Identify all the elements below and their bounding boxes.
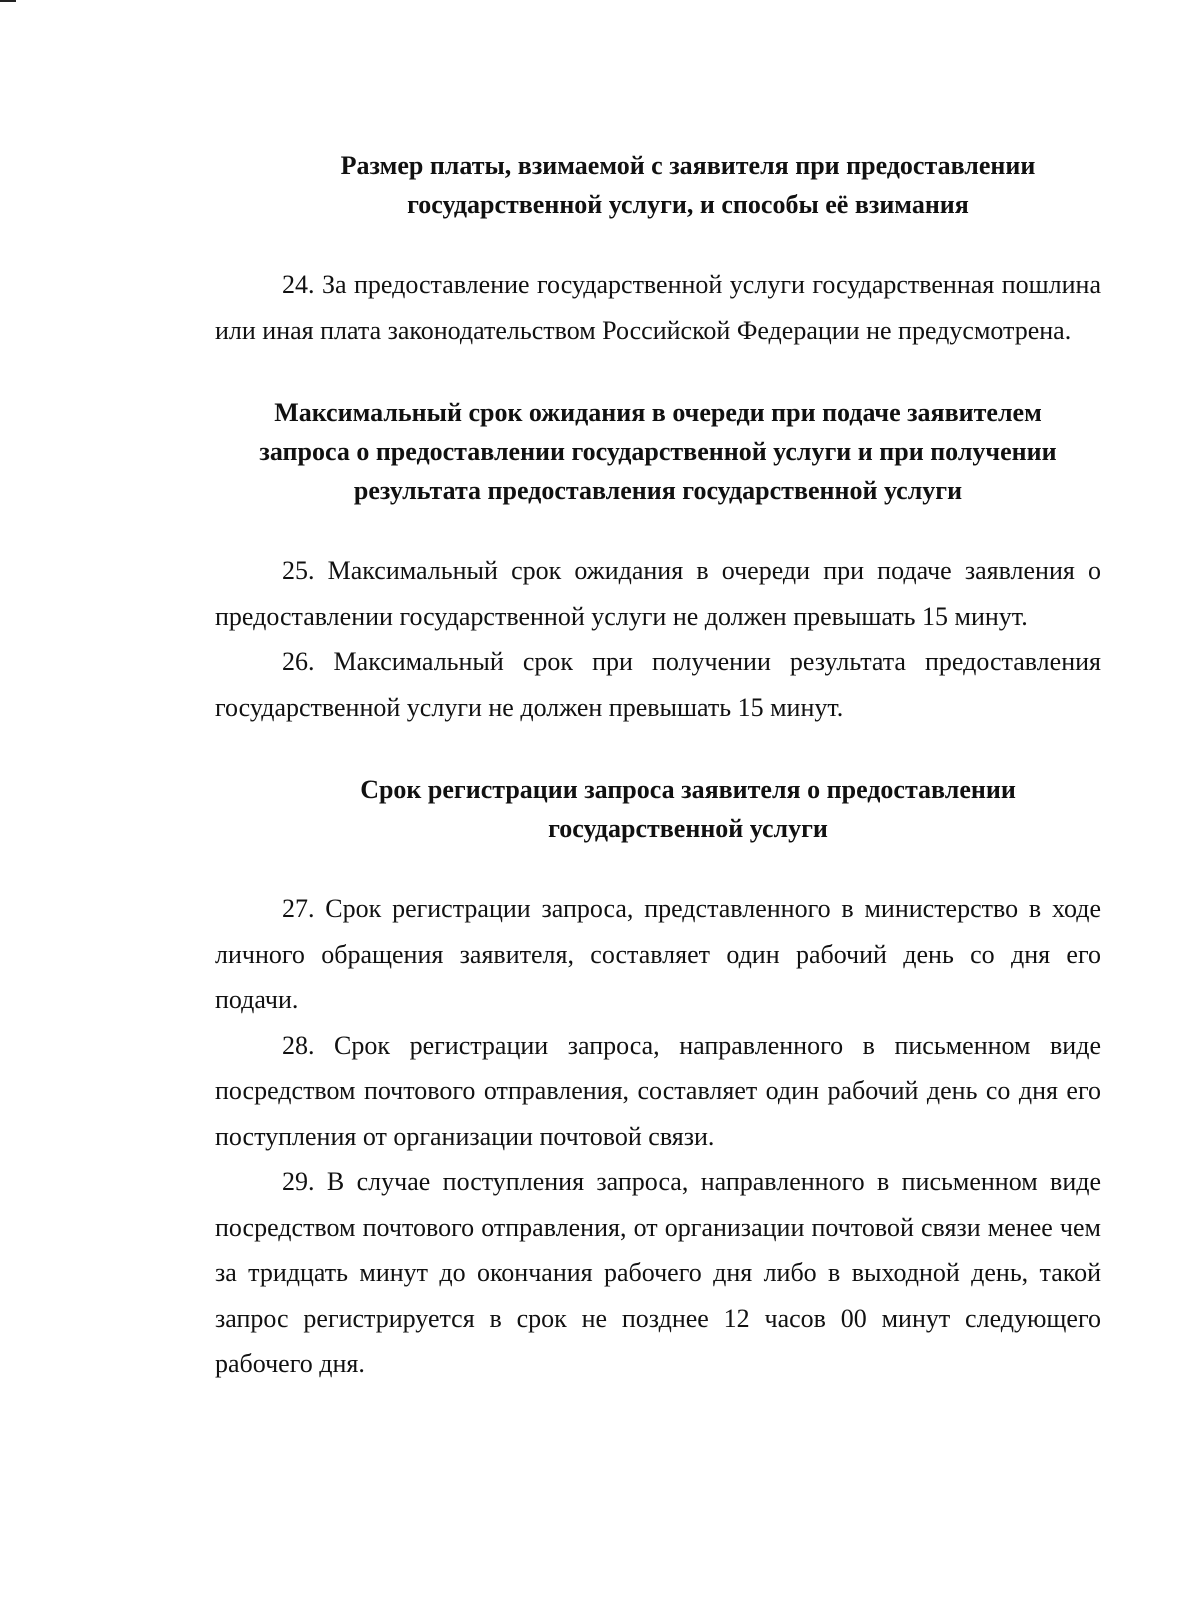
heading-line: результата предоставления государственной услуги	[353, 476, 963, 505]
heading-line: Максимальный срок ожидания в очереди при подаче заявителем	[274, 398, 1042, 427]
heading-line: государственной услуги	[548, 814, 828, 843]
section-heading	[215, 770, 1101, 848]
paragraph-27: 27. Срок регистрации запроса, представленного в министерство в ходе личного обращения заявителя, составляет один рабочий день со дня его подачи.	[215, 894, 1101, 1014]
heading-line: запроса о предоставлении государственной услуги и при получении	[259, 437, 1057, 466]
paragraph-25: 25. Максимальный срок ожидания в очереди при подаче заявления о предоставлении государственной услуги не должен превышать 15 минут.	[215, 556, 1101, 631]
heading-line: Срок регистрации запроса заявителя о предоставлении	[360, 775, 1016, 804]
section-heading	[215, 393, 1101, 510]
section-heading	[215, 146, 1101, 224]
heading-line: государственной услуги, и способы её взимания	[407, 190, 969, 219]
paragraph-28: 28. Срок регистрации запроса, направленного в письменном виде посредством почтового отправления, составляет один рабочий день со дня его поступления от организации почтовой связи.	[215, 1030, 1101, 1151]
paragraph-26: 26. Максимальный срок при получении результата предоставления государственной услуги не должен превышать 15 минут.	[215, 647, 1101, 722]
paragraph-24: 24. За предоставление государственной услуги государственная пошлина или иная плата законодательством Российской Федерации не предусмотрена.	[215, 270, 1101, 345]
heading-line: Размер платы, взимаемой с заявителя при предоставлении	[340, 151, 1036, 180]
section-fee	[215, 146, 1101, 353]
section-queue-time	[215, 393, 1101, 730]
section-registration-time	[215, 770, 1101, 1387]
scan-edge-mark	[0, 0, 16, 2]
paragraph-29: 29. В случае поступления запроса, направленного в письменном виде посредством почтового отправления, от организации почтовой связи менее чем за тридцать минут до окончания рабочего дня либо в выходной день, такой запрос регистрируется в срок не позднее 12 часов 00 минут следующего рабочего дня.	[215, 1167, 1101, 1378]
document-page	[215, 146, 1101, 1387]
